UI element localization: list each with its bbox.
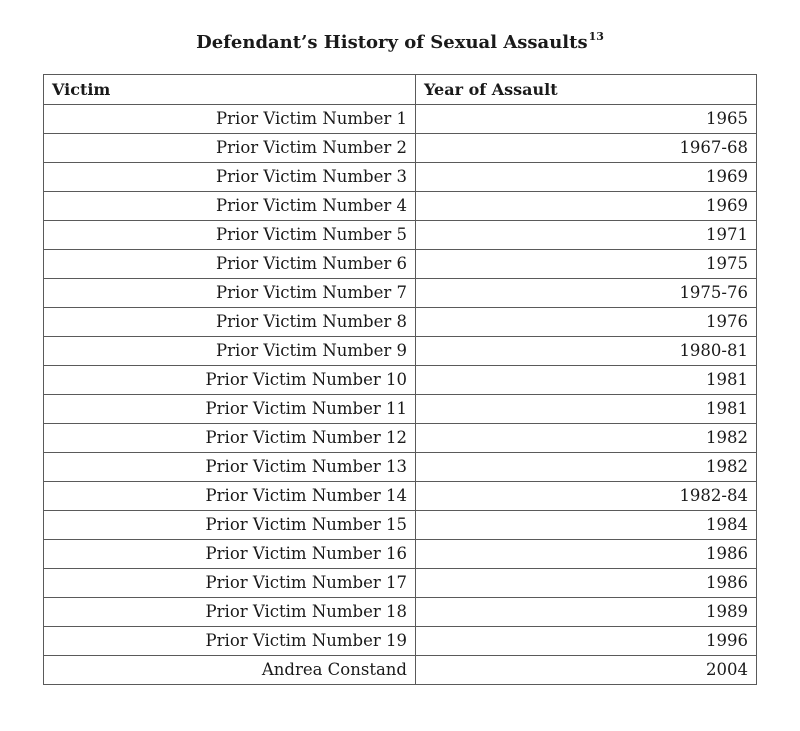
year-cell: 1986 <box>416 540 757 569</box>
victim-cell: Prior Victim Number 18 <box>44 598 416 627</box>
table-row <box>44 308 757 337</box>
year-cell: 1976 <box>416 308 757 337</box>
victim-cell: Prior Victim Number 14 <box>44 482 416 511</box>
year-cell: 1975 <box>416 250 757 279</box>
year-cell: 1981 <box>416 395 757 424</box>
table-row <box>44 366 757 395</box>
victim-cell: Prior Victim Number 9 <box>44 337 416 366</box>
victim-column-header: Victim <box>44 75 416 105</box>
year-cell: 1965 <box>416 105 757 134</box>
victim-cell: Prior Victim Number 16 <box>44 540 416 569</box>
year-cell: 2004 <box>416 656 757 685</box>
year-cell: 1971 <box>416 221 757 250</box>
year-cell: 1984 <box>416 511 757 540</box>
victim-cell: Prior Victim Number 5 <box>44 221 416 250</box>
header-row <box>44 75 757 105</box>
victim-cell: Prior Victim Number 7 <box>44 279 416 308</box>
table-row <box>44 221 757 250</box>
year-cell: 1981 <box>416 366 757 395</box>
table-row <box>44 627 757 656</box>
year-cell: 1967-68 <box>416 134 757 163</box>
table-row <box>44 192 757 221</box>
table-row <box>44 453 757 482</box>
table-title <box>0 30 800 53</box>
victim-cell: Prior Victim Number 3 <box>44 163 416 192</box>
year-cell: 1982 <box>416 453 757 482</box>
table-row <box>44 134 757 163</box>
victim-cell: Prior Victim Number 8 <box>44 308 416 337</box>
year-column-header: Year of Assault <box>416 75 757 105</box>
year-cell: 1996 <box>416 627 757 656</box>
table-row <box>44 656 757 685</box>
victim-cell: Prior Victim Number 10 <box>44 366 416 395</box>
table-body <box>44 105 757 685</box>
victim-cell: Prior Victim Number 4 <box>44 192 416 221</box>
assault-history-table <box>43 74 757 685</box>
table-row <box>44 569 757 598</box>
year-cell: 1969 <box>416 192 757 221</box>
table-row <box>44 337 757 366</box>
victim-cell: Prior Victim Number 12 <box>44 424 416 453</box>
table-row <box>44 395 757 424</box>
victim-cell: Prior Victim Number 19 <box>44 627 416 656</box>
year-cell: 1969 <box>416 163 757 192</box>
year-cell: 1982 <box>416 424 757 453</box>
year-cell: 1986 <box>416 569 757 598</box>
table-row <box>44 105 757 134</box>
victim-cell: Prior Victim Number 13 <box>44 453 416 482</box>
year-cell: 1982-84 <box>416 482 757 511</box>
table-row <box>44 279 757 308</box>
victim-cell: Prior Victim Number 6 <box>44 250 416 279</box>
table-row <box>44 424 757 453</box>
title-text: Defendant’s History of Sexual Assaults <box>196 32 588 53</box>
year-cell: 1989 <box>416 598 757 627</box>
victim-cell: Prior Victim Number 15 <box>44 511 416 540</box>
victim-cell: Prior Victim Number 2 <box>44 134 416 163</box>
victim-cell: Prior Victim Number 11 <box>44 395 416 424</box>
table-row <box>44 250 757 279</box>
victim-cell: Prior Victim Number 17 <box>44 569 416 598</box>
year-cell: 1980-81 <box>416 337 757 366</box>
year-cell: 1975-76 <box>416 279 757 308</box>
table-row <box>44 598 757 627</box>
table-row <box>44 163 757 192</box>
table-row <box>44 540 757 569</box>
table-row <box>44 482 757 511</box>
victim-cell: Andrea Constand <box>44 656 416 685</box>
table-row <box>44 511 757 540</box>
victim-cell: Prior Victim Number 1 <box>44 105 416 134</box>
footnote-marker: 13 <box>588 30 604 43</box>
